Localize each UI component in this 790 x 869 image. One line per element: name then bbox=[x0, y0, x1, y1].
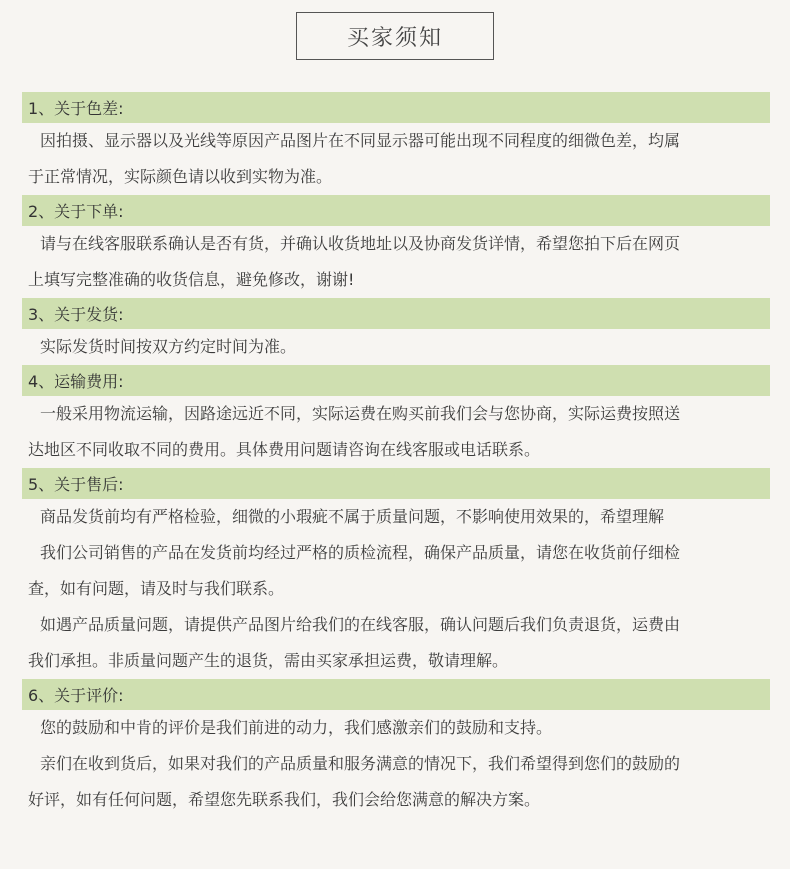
section-heading-shipping: 3、关于发货: bbox=[22, 298, 770, 329]
section-line: 查，如有问题，请及时与我们联系。 bbox=[28, 579, 285, 598]
section-line: 我们承担。非质量问题产生的退货，需由买家承担运费，敬请理解。 bbox=[28, 651, 509, 670]
section-heading-order: 2、关于下单: bbox=[22, 195, 770, 226]
section-line: 请与在线客服联系确认是否有货，并确认收货地址以及协商发货详情，希望您拍下后在网页 bbox=[40, 234, 681, 253]
section-line: 一般采用物流运输，因路途远近不同，实际运费在购买前我们会与您协商，实际运费按照送 bbox=[40, 404, 681, 423]
section-line: 您的鼓励和中肯的评价是我们前进的动力，我们感激亲们的鼓励和支持。 bbox=[40, 718, 553, 737]
section-line: 商品发货前均有严格检验，细微的小瑕疵不属于质量问题，不影响使用效果的，希望理解 bbox=[40, 507, 665, 526]
section-line: 实际发货时间按双方约定时间为准。 bbox=[40, 337, 297, 356]
section-heading-color: 1、关于色差: bbox=[22, 92, 770, 123]
section-line: 好评，如有任何问题，希望您先联系我们，我们会给您满意的解决方案。 bbox=[28, 790, 541, 809]
section-line: 我们公司销售的产品在发货前均经过严格的质检流程，确保产品质量，请您在收货前仔细检 bbox=[40, 543, 681, 562]
section-heading-freight: 4、运输费用: bbox=[22, 365, 770, 396]
section-line: 因拍摄、显示器以及光线等原因产品图片在不同显示器可能出现不同程度的细微色差，均属 bbox=[40, 131, 681, 150]
section-line: 如遇产品质量问题，请提供产品图片给我们的在线客服，确认问题后我们负责退货，运费由 bbox=[40, 615, 681, 634]
section-line: 亲们在收到货后，如果对我们的产品质量和服务满意的情况下，我们希望得到您们的鼓励的 bbox=[40, 754, 681, 773]
notice-content bbox=[0, 92, 790, 818]
section-line: 上填写完整准确的收货信息，避免修改，谢谢! bbox=[28, 270, 355, 289]
section-line: 达地区不同收取不同的费用。具体费用问题请咨询在线客服或电话联系。 bbox=[28, 440, 541, 459]
section-heading-aftersale: 5、关于售后: bbox=[22, 468, 770, 499]
section-heading-review: 6、关于评价: bbox=[22, 679, 770, 710]
page-title: 买家须知 bbox=[296, 12, 494, 60]
section-line: 于正常情况，实际颜色请以收到实物为准。 bbox=[28, 167, 333, 186]
